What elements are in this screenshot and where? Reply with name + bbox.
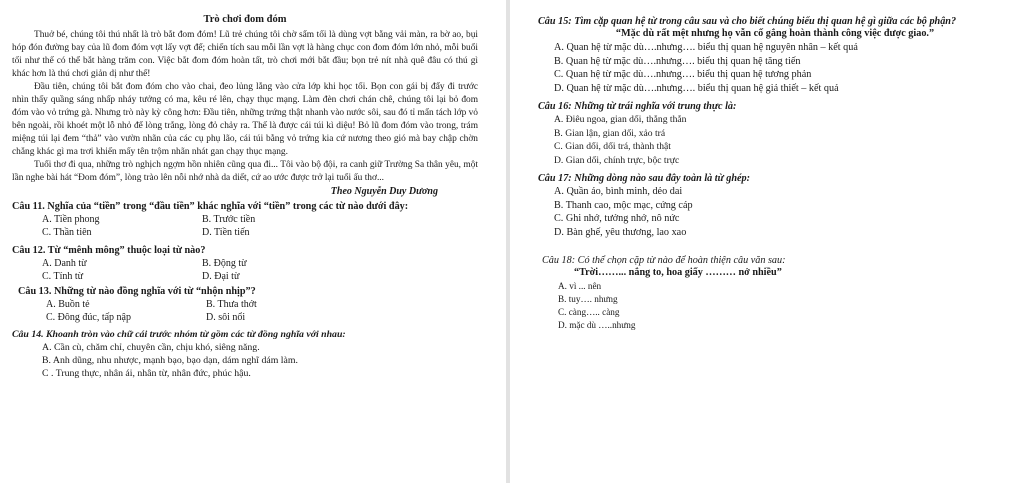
option-c[interactable]: C. càng….. càng: [558, 307, 620, 317]
option-b[interactable]: B. Thưa thớt: [206, 299, 257, 310]
option-d[interactable]: D. mặc dù …..nhưng: [558, 320, 636, 330]
option-b[interactable]: B. tuy…. nhưng: [558, 294, 618, 304]
question-11: Câu 11. Nghĩa của “tiền” trong “đầu tiền” khác nghĩa với “tiền” trong các từ nào dưới đây:: [12, 201, 409, 212]
option-b[interactable]: B. Anh dũng, nhu nhược, mạnh bạo, bạo dạn, dám nghĩ dám làm.: [42, 355, 298, 366]
question-13: Câu 13. Những từ nào đồng nghĩa với từ “nhộn nhịp”?: [18, 286, 256, 297]
question-15-quote: “Mặc dù rất mệt nhưng họ vẫn cố gắng hoàn thành công việc được giao.”: [615, 28, 935, 39]
story-paragraph-2: Đầu tiên, chúng tôi bắt đom đóm cho vào chai, đeo lủng lẳng vào cửa lớp khi học tối. Bọn con gái bị đẩy đi trước nhìn thấy quầng sáng nhấp nháy tưởng có ma, kêu ré lên, chạy thục mạng. Làm đèn chơi chán chê, chúng tôi lại bỏ đom đóm vào vỏ trứng gà. Nhưng trò này kỳ công hơn: Đầu tiên, những trứng thật nhanh vào nước sôi, sau đó tỉ mẩn tách lớp vỏ bên ngoài, rồi khoét một lỗ nhỏ để lòng trắng, lòng đỏ chảy ra. Thế là được cái túi kì diệu! Bỏ lũ đom đóm vào trong, trám miệng túi lại đem “thả” vào vườn nhãn của các cụ phụ lão, cái túi bằng vỏ trứng kia cứ nương theo gió mà bay chập chờn chẳng khác gì ma trơi khiến mấy tên trộm nhãn nhát gan chạy thục mạng.: [12, 82, 478, 157]
option-b[interactable]: B. Quan hệ từ mặc dù….nhưng…. biểu thị quan hệ tăng tiến: [554, 55, 801, 67]
option-a[interactable]: A. Cần cù, chăm chỉ, chuyên cần, chịu khó, siêng năng.: [42, 342, 260, 353]
right-page: [510, 0, 1024, 483]
option-b[interactable]: B. Động từ: [202, 258, 247, 269]
option-d[interactable]: D. sôi nổi: [206, 312, 246, 323]
left-page: [0, 0, 506, 483]
story-author: Theo Nguyễn Duy Dương: [330, 186, 438, 197]
option-a[interactable]: A. Buồn tẻ: [46, 299, 90, 310]
question-13-options: [12, 298, 478, 324]
option-d[interactable]: D. Quan hệ từ mặc dù….nhưng…. biểu thị quan hệ giả thiết – kết quả: [554, 82, 839, 94]
option-c[interactable]: C. Ghi nhớ, tưởng nhớ, nô nức: [554, 213, 680, 224]
question-15: Câu 15: Tìm cặp quan hệ từ trong câu sau và cho biết chúng biểu thị quan hệ gì giữa các bộ phận?: [538, 16, 957, 27]
option-d[interactable]: D. Bàn ghế, yêu thương, lao xao: [554, 226, 687, 238]
option-b[interactable]: B. Thanh cao, mộc mạc, cứng cáp: [554, 199, 693, 211]
story-title: Trò chơi đom đóm: [203, 14, 287, 25]
question-18-quote: “Trời……... nắng to, hoa giấy ……… nở nhiều”: [574, 267, 782, 278]
question-16: Câu 16: Những từ trái nghĩa với trung thực là:: [538, 101, 737, 112]
option-a[interactable]: A. Tiền phong: [42, 214, 100, 225]
question-18: Câu 18: Có thể chọn cặp từ nào để hoàn thiện câu văn sau:: [542, 255, 786, 266]
option-b[interactable]: B. Gian lận, gian dối, xảo trá: [554, 127, 666, 139]
story-paragraph-3: Tuổi thơ đi qua, những trò nghịch ngợm hồn nhiên cũng qua đi... Tôi vào bộ đội, ra canh giữ Trường Sa thân yêu, một lần nghe bài hát “Đom đóm”, lòng trào lên nỗi nhớ nhà da diết, cứ ao ước được trở lại tuổi ấu thơ...: [12, 160, 478, 183]
option-c[interactable]: C. Đông đúc, tấp nập: [46, 312, 131, 323]
question-17: Câu 17: Những dòng nào sau đây toàn là từ ghép:: [538, 173, 751, 184]
question-12: Câu 12. Từ “mênh mông” thuộc loại từ nào?: [12, 245, 206, 256]
option-a[interactable]: A. Quan hệ từ mặc dù….nhưng…. biểu thị quan hệ nguyên nhân – kết quả: [554, 42, 858, 53]
option-d[interactable]: D. Đại từ: [202, 271, 240, 282]
option-c[interactable]: C. Thần tiên: [42, 227, 92, 238]
question-12-options: [12, 257, 478, 283]
option-a[interactable]: A. Danh từ: [42, 258, 87, 269]
option-c[interactable]: C. Tính từ: [42, 271, 84, 282]
spacer: [538, 239, 1012, 253]
question-11-options: [12, 213, 478, 239]
option-a[interactable]: A. Điêu ngoa, gian dối, thẳng thắn: [554, 114, 687, 125]
question-14: Câu 14. Khoanh tròn vào chữ cái trước nhóm từ gồm các từ đồng nghĩa với nhau:: [12, 329, 346, 340]
option-a[interactable]: A. Quần áo, bình minh, dẻo dai: [554, 186, 683, 197]
option-c[interactable]: C . Trung thực, nhân ái, nhân từ, nhân đức, phúc hậu.: [42, 368, 251, 379]
story-paragraph-1: Thuở bé, chúng tôi thú nhất là trò bắt đom đóm! Lũ trẻ chúng tôi chờ sẩm tối là dùng vợt bằng vải màn, ra bờ ao, bụi hóp đón đường bay của lũ đom đóm vợt lấy vợt để; chiến tích sau mỗi lần vợt là hàng chục con đom đóm lớn nhỏ, mỗi buổi tối như thế có thể bắt hàng trăm con. Việc bắt đom đóm hoàn tất, trò chơi mới bắt đầu; bọn trẻ nít nhà quê đâu có thú gì khác hơn là thú chơi giản dị như thế!: [12, 30, 478, 79]
option-c[interactable]: C. Quan hệ từ mặc dù….nhưng…. biểu thị quan hệ tương phản: [554, 69, 812, 80]
option-b[interactable]: B. Trước tiền: [202, 214, 256, 225]
option-c[interactable]: C. Gian dối, dối trá, thành thật: [554, 141, 671, 152]
option-d[interactable]: D. Tiền tiến: [202, 227, 250, 238]
option-a[interactable]: A. vì ... nên: [558, 281, 602, 291]
option-d[interactable]: D. Gian dối, chính trực, bộc trực: [554, 154, 680, 166]
